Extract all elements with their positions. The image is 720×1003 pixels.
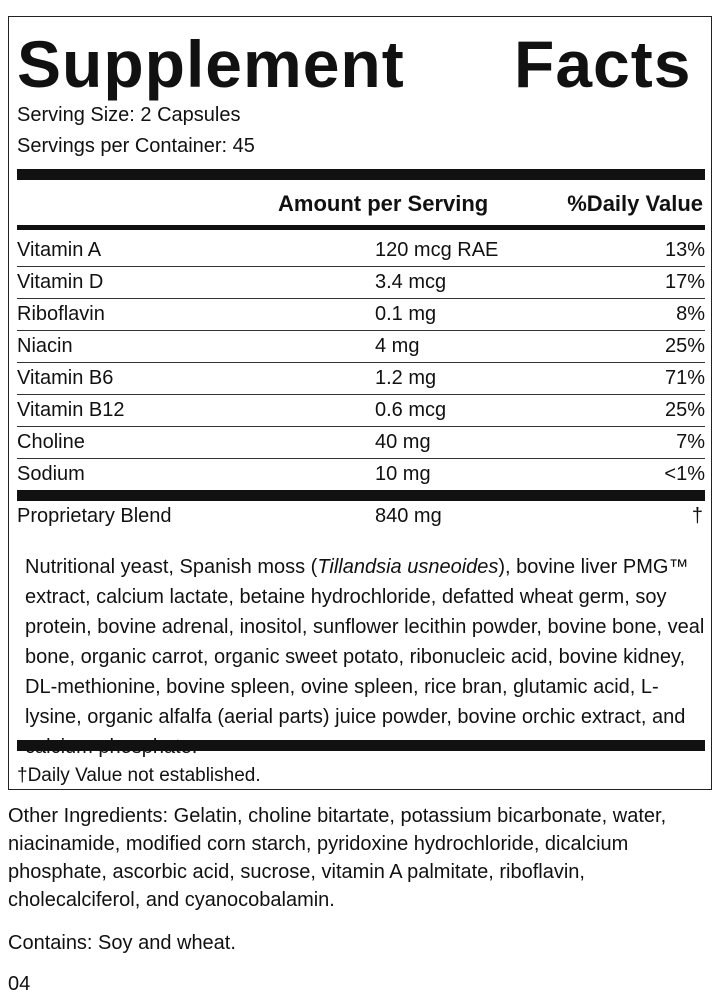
nutrient-name: Vitamin B6 — [17, 367, 114, 389]
nutrient-amount: 10 mg — [375, 463, 431, 485]
daily-value-header: %Daily Value — [567, 191, 703, 216]
nutrient-name: Sodium — [17, 463, 85, 485]
nutrient-row — [17, 395, 705, 427]
nutrient-row — [17, 235, 705, 267]
nutrient-daily-value: 17% — [664, 271, 705, 293]
nutrient-daily-value: 71% — [664, 367, 705, 389]
nutrient-daily-value: 13% — [664, 239, 705, 261]
nutrient-row — [17, 331, 705, 363]
nutrient-name: Choline — [17, 431, 85, 453]
nutrient-name: Vitamin B12 — [17, 399, 125, 421]
proprietary-blend-row — [17, 505, 705, 535]
nutrient-daily-value: 8% — [676, 303, 705, 325]
title-word-supplement: Supplement — [17, 27, 405, 101]
other-ingredients: Other Ingredients: Gelatin, choline bitartate, potassium bicarbonate, water, niacinamide, modified corn starch, pyridoxine hydrochloride, dicalcium phosphate, ascorbic acid, sucrose, vitamin A palmitate, riboflavin, cholecalciferol, and cyanocobalamin. — [8, 805, 667, 911]
title-word-facts: Facts — [514, 27, 692, 101]
nutrient-amount: 3.4 mcg — [375, 271, 447, 293]
nutrient-name: Riboflavin — [17, 303, 105, 325]
medium-divider — [17, 225, 705, 230]
nutrient-row — [17, 267, 705, 299]
blend-name: Proprietary Blend — [17, 505, 172, 527]
nutrient-daily-value: 7% — [676, 431, 705, 453]
nutrient-row — [17, 299, 705, 331]
panel-title — [17, 25, 692, 103]
product-code: 04 — [8, 973, 31, 995]
nutrient-amount: 40 mg — [375, 431, 431, 453]
nutrient-amount: 4 mg — [375, 335, 420, 357]
nutrient-name: Vitamin A — [17, 239, 102, 261]
blend-dagger: † — [691, 505, 703, 527]
nutrient-amount: 1.2 mg — [375, 367, 437, 389]
nutrient-row — [17, 459, 705, 491]
blend-ingredients-text: ), bovine liver PMG™ extract, calcium lactate, betaine hydrochloride, defatted wheat germ, soy protein, bovine adrenal, inositol, sunflower lecithin powder, bovine bone, veal bone, organic carrot, organic sweet potato, ribonucleic acid, bovine kidney, DL-methionine, bovine spleen, ovine spleen, rice bran, glutamic acid, L-lysine, organic alfalfa (aerial parts) juice powder, bovine orchic extract, and — [25, 556, 705, 728]
nutrient-amount: 0.6 mcg — [375, 399, 447, 421]
supplement-facts-panel — [8, 16, 712, 790]
blend-amount: 840 mg — [375, 505, 442, 527]
allergen-statement: Contains: Soy and wheat. — [8, 932, 236, 954]
blend-ingredients — [25, 552, 709, 762]
nutrient-amount: 0.1 mg — [375, 303, 437, 325]
thick-divider-middle — [17, 490, 705, 501]
thick-divider-bottom — [17, 740, 705, 751]
blend-ingredients-text: Nutritional yeast, Spanish moss ( — [25, 556, 318, 578]
nutrient-name: Vitamin D — [17, 271, 104, 293]
serving-size: Serving Size: 2 Capsules — [17, 104, 241, 126]
nutrient-row — [17, 427, 705, 459]
thick-divider-top — [17, 169, 705, 180]
servings-per-container: Servings per Container: 45 — [17, 135, 255, 157]
amount-per-serving-header: Amount per Serving — [278, 191, 489, 216]
nutrient-amount: 120 mcg RAE — [375, 239, 499, 261]
nutrient-name: Niacin — [17, 335, 73, 357]
blend-ingredient-latin-name: Tillandsia usneoides — [317, 556, 499, 578]
nutrient-daily-value: <1% — [664, 463, 705, 485]
nutrient-row — [17, 363, 705, 395]
nutrient-daily-value: 25% — [664, 399, 705, 421]
nutrient-daily-value: 25% — [664, 335, 705, 357]
daily-value-footnote: †Daily Value not established. — [17, 765, 261, 786]
